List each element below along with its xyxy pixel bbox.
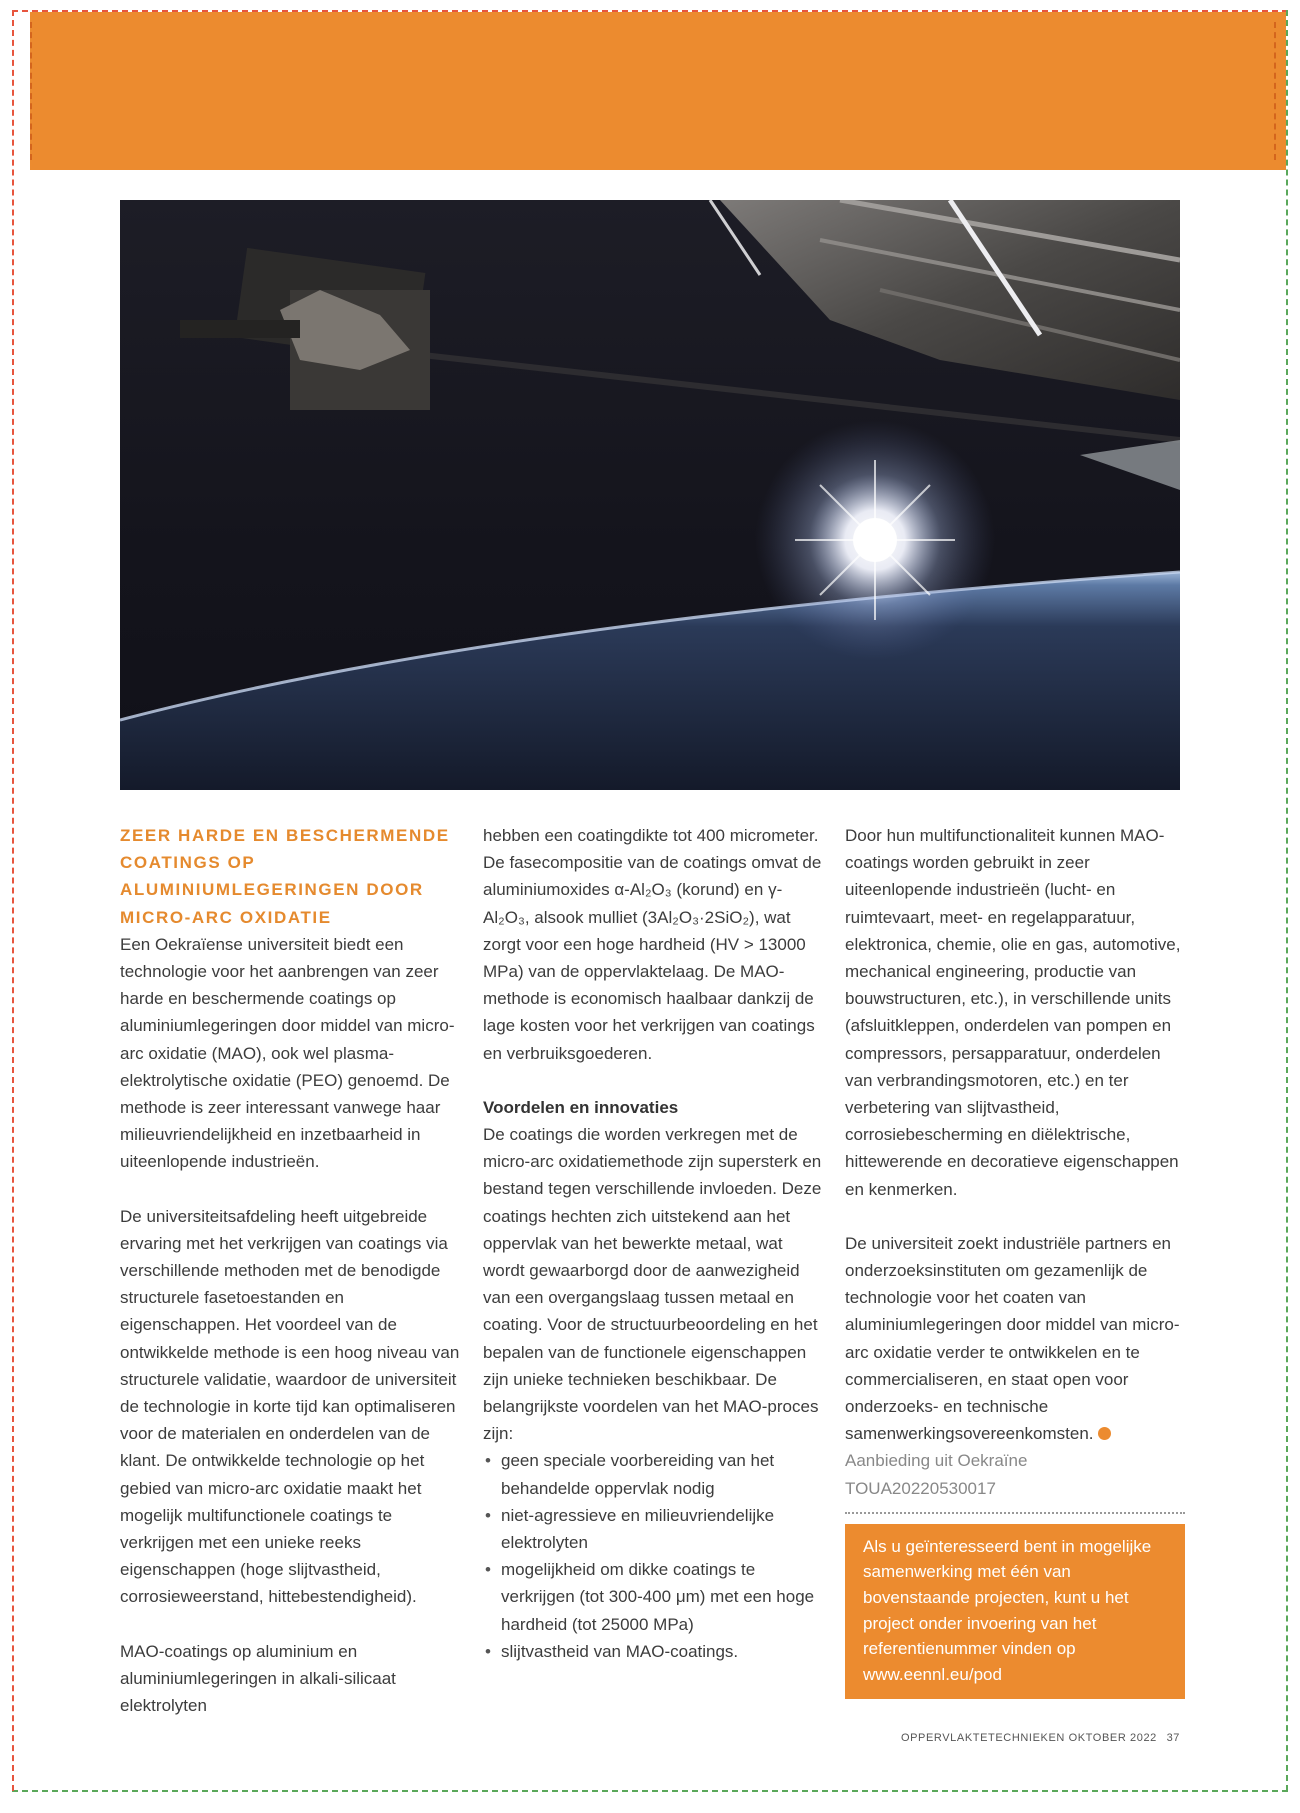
end-mark-icon [1098, 1427, 1111, 1440]
closing-text: De universiteit zoekt industriële partners en onderzoeksinstituten om gezamenlijk de technologie voor het coaten van aluminiumlegeringen door middel van micro-arc oxidatie verder te ontwikkelen en te commercialiseren, en staat open voor onderzoeks- en technische samenwerkingsovereenkomsten. [845, 1233, 1180, 1444]
paragraph: MAO-coatings op aluminium en aluminiumlegeringen in alkali-silicaat elektrolyten [120, 1641, 396, 1716]
page-footer [880, 1732, 1180, 1744]
info-box [845, 1524, 1185, 1700]
paragraph: Een Oekraïense universiteit biedt een technologie voor het aanbrengen van zeer harde en beschermende coatings op aluminiumlegeringen door middel van micro-arc oxidatie (MAO), ook wel plasma-elektrolytische oxidatie (PEO) genoemd. De methode is zeer interessant vanwege haar milieuvriendelijkheid en inzetbaarheid in uiteenlopende industrieën. [120, 934, 455, 1172]
crop-border-bottom [12, 1790, 1288, 1792]
list-item: • slijtvastheid van MAO-coatings. [483, 1638, 823, 1665]
reference-number: TOUA20220530017 [845, 1478, 996, 1498]
list-item: • niet-agressieve en milieuvriendelijke elektrolyten [483, 1502, 823, 1556]
crop-border-left [12, 10, 14, 1791]
article-column-2 [483, 822, 823, 1665]
paragraph: Door hun multifunctionaliteit kunnen MAO-coatings worden gebruikt in zeer uiteenlopende industrieën (lucht- en ruimtevaart, meet- en regelapparatuur, elektronica, chemie, olie en gas, automotive, mechanical engineering, productie van bouwstructuren, etc.), in verschillende units (afsluitkleppen, onderdelen van pompen en compressors, persapparatuur, onderdelen van verbrandingsmotoren, etc.) en ter verbetering van slijtvastheid, corrosiebescherming en diëlektrische, hittewerende en decoratieve eigenschappen en kenmerken. [845, 826, 1181, 1199]
paragraph: De universiteitsafdeling heeft uitgebreide ervaring met het verkrijgen van coatings via verschillende methoden met de benodigde structurele fasetoestanden en eigenschappen. Het voordeel van de ontwikkelde methode is een hoog niveau van structurele validatie, waardoor de universiteit de technologie in korte tijd kan optimaliseren voor de materialen en onderdelen van de klant. De ontwikkelde technologie op het gebied van micro-arc oxidatie maakt het mogelijk multifunctionele coatings te verkrijgen met een unieke reeks eigenschappen (hoge slijtvastheid, corrosieweerstand, hittebestendigheid). [120, 1206, 460, 1607]
paragraph: hebben een coatingdikte tot 400 micrometer. De fasecompositie van de coatings omvat de aluminiumoxides α-Al₂O₃ (korund) en γ-Al₂O₃, alsook mulliet (3Al₂O₃·2SiO₂), wat zorgt voor een hoge hardheid (HV > 13000 MPa) van de oppervlaktelaag. De MAO-methode is economisch haalbaar dankzij de lage kosten voor het verkrijgen van coatings en verbruiksgoederen. [483, 826, 822, 1063]
header-band [30, 12, 1286, 170]
list-item: • geen speciale voorbereiding van het behandelde oppervlak nodig [483, 1447, 823, 1501]
section-subheading: Voordelen en innovaties [483, 1097, 679, 1117]
info-box-text: Als u geïnteresseerd bent in mogelijke samenwerking met één van bovenstaande projecten, kunt u het project onder invoering van het referentienummer vinden op www.eennl.eu/pod [863, 1536, 1152, 1684]
paragraph: De coatings die worden verkregen met de micro-arc oxidatiemethode zijn supersterk en bestand tegen verschillende invloeden. Deze coatings hechten zich uitstekend aan het oppervlak van het bewerkte metaal, wat wordt gewaarborgd door de aanwezigheid van een overgangslaag tussen metaal en coating. Voor de structuurbeoordeling en het bepalen van de functionele eigenschappen zijn unieke technieken beschikbaar. De belangrijkste voordelen van het MAO-proces zijn: [483, 1125, 822, 1444]
space-station-photo [120, 200, 1180, 790]
crop-border-right [1286, 10, 1288, 1791]
paragraph [845, 1230, 1185, 1448]
list-item: • mogelijkheid om dikke coatings te verkrijgen (tot 300-400 μm) met een hoge hardheid (tot 25000 MPa) [483, 1556, 823, 1638]
article-heading: ZEER HARDE EN BESCHERMENDE COATINGS OP ALUMINIUMLEGERINGEN DOOR MICRO-ARC OXIDATIE [120, 826, 450, 927]
page-number: 37 [1166, 1732, 1180, 1744]
dotted-divider [845, 1512, 1185, 1514]
advantages-list [483, 1447, 823, 1665]
article-column-3 [845, 822, 1185, 1699]
article-column-1 [120, 822, 460, 1719]
source-label: Aanbieding uit Oekraïne [845, 1451, 1028, 1471]
footer-publication: OPPERVLAKTETECHNIEKEN OKTOBER 2022 [900, 1732, 1157, 1744]
earth-horizon-illustration [120, 200, 1180, 790]
